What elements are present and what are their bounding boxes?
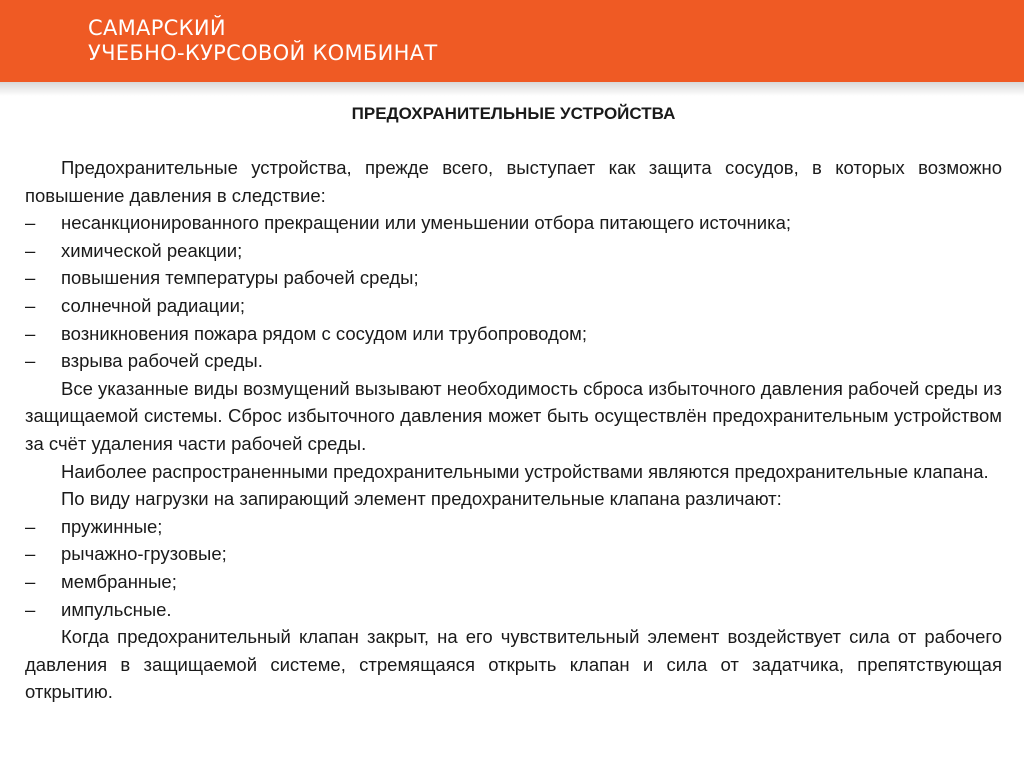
- list-item: – импульсные.: [25, 596, 1002, 624]
- dash-marker: –: [25, 515, 36, 537]
- dash-marker: –: [25, 543, 36, 565]
- list-item: – солнечной радиации;: [25, 292, 1002, 320]
- page-title: ПРЕДОХРАНИТЕЛЬНЫЕ УСТРОЙСТВА: [351, 104, 676, 123]
- dash-marker: –: [25, 267, 36, 289]
- header-bar: [0, 0, 1024, 82]
- dash-marker: –: [25, 212, 36, 234]
- paragraph: Наиболее распространенными предохранительными устройствами являются предохранительные клапана.: [61, 460, 989, 482]
- list-causes: [25, 209, 1002, 375]
- document-body: [25, 100, 1002, 706]
- paragraph: Все указанные виды возмущений вызывают необходимость сброса избыточного давления рабочей среды из защищаемой системы. Сброс избыточного давления может быть осуществлён предохранительным устройством за счёт удаления части рабочей среды.: [25, 377, 1002, 454]
- paragraph: Предохранительные устройства, прежде всего, выступает как защита сосудов, в которых возможно повышение давления в следствие:: [25, 157, 1002, 206]
- paragraph: По виду нагрузки на запирающий элемент предохранительные клапана различают:: [61, 488, 782, 510]
- dash-marker: –: [25, 350, 36, 372]
- list-valve-types: [25, 513, 1002, 623]
- logo-line-2: УЧЕБНО-КУРСОВОЙ КОМБИНАТ: [88, 41, 438, 65]
- dash-marker: –: [25, 598, 36, 620]
- list-item: – возникновения пожара рядом с сосудом или трубопроводом;: [25, 320, 1002, 348]
- paragraph: Когда предохранительный клапан закрыт, на его чувствительный элемент воздействует сила от рабочего давления в защищаемой системе, стремящаяся открыть клапан и сила от задатчика, препятствующая открытию.: [25, 626, 1002, 703]
- list-item: – пружинные;: [25, 513, 1002, 541]
- list-item: – мембранные;: [25, 568, 1002, 596]
- list-item: – несанкционированного прекращении или уменьшении отбора питающего источника;: [25, 209, 1002, 237]
- dash-marker: –: [25, 239, 36, 261]
- dash-marker: –: [25, 322, 36, 344]
- list-item: – химической реакции;: [25, 237, 1002, 265]
- logo-line-1: САМАРСКИЙ: [88, 16, 226, 40]
- list-item: – взрыва рабочей среды.: [25, 347, 1002, 375]
- dash-marker: –: [25, 294, 36, 316]
- dash-marker: –: [25, 570, 36, 592]
- logo: [88, 16, 438, 66]
- list-item: – повышения температуры рабочей среды;: [25, 264, 1002, 292]
- list-item: – рычажно-грузовые;: [25, 540, 1002, 568]
- header-shadow: [0, 82, 1024, 96]
